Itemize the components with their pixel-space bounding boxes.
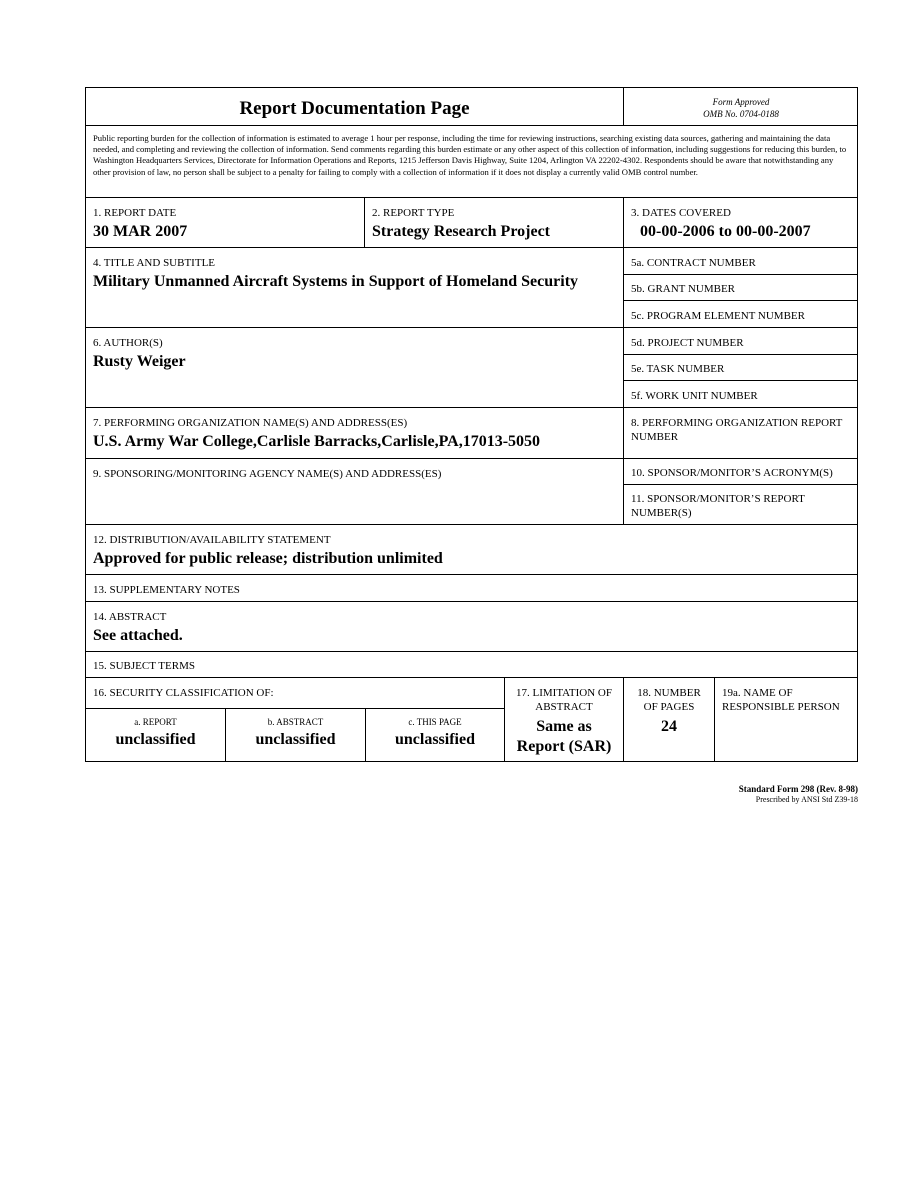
title-subtitle-label: 4. TITLE AND SUBTITLE: [93, 257, 216, 269]
report-classification-label: a. REPORT: [134, 717, 177, 727]
performing-org-value: U.S. Army War College,Carlisle Barracks,Carlisle,PA,17013-5050: [93, 433, 541, 450]
sponsor-report-number-label: 11. SPONSOR/MONITOR’S REPORT NUMBER(S): [631, 493, 805, 519]
limitation-of-abstract-cell: [504, 677, 623, 762]
abstract-classification-label: b. ABSTRACT: [267, 717, 324, 727]
abstract-label: 14. ABSTRACT: [93, 611, 167, 623]
limitation-of-abstract-value-1: Same as: [536, 718, 592, 735]
report-date-label: 1. REPORT DATE: [93, 207, 177, 219]
prescribed-by-label: Prescribed by ANSI Std Z39-18: [755, 795, 858, 804]
number-of-pages-label-2: OF PAGES: [643, 701, 695, 713]
project-number-cell: [623, 327, 858, 354]
contract-number-cell: [623, 247, 858, 274]
grant-number-label: 5b. GRANT NUMBER: [631, 283, 736, 295]
number-of-pages-value: 24: [661, 718, 677, 735]
burden-statement-cell: [86, 125, 858, 197]
sponsor-report-number-cell: [623, 484, 858, 524]
sponsor-acronym-label: 10. SPONSOR/MONITOR’S ACRONYM(S): [631, 467, 833, 479]
authors-label: 6. AUTHOR(S): [93, 337, 163, 349]
performing-org-report-cell: [623, 407, 858, 458]
burden-statement: Public reporting burden for the collection of information is estimated to average 1 hour per response, including the time for reviewing instructions, searching existing data sources, gathering and maintaining the data needed, and completing and reviewing the collection of information. Send comments regarding this burden estimate or any other aspect of this collection of information, including suggestions for reducing this burden, to Washington Headquarters Services, Directorate for Information Operations and Reports, 1215 Jefferson Davis Highway, Suite 1204, Arlington VA 22202-4302. Respondents should be aware that notwithstanding any other provision of law, no person shall be subject to a penalty for failing to comply with a collection of information if it does not display a currently valid OMB control number.: [93, 133, 847, 177]
omb-number: OMB No. 0704-0188: [703, 109, 779, 119]
subject-terms-cell: [86, 651, 858, 677]
report-classification-value: unclassified: [115, 731, 196, 748]
security-classification-cell: [86, 677, 504, 708]
distribution-label: 12. DISTRIBUTION/AVAILABILITY STATEMENT: [93, 534, 331, 546]
supplementary-notes-label: 13. SUPPLEMENTARY NOTES: [93, 584, 240, 596]
distribution-value: Approved for public release; distribution unlimited: [93, 550, 443, 567]
task-number-cell: [623, 354, 858, 380]
authors-value: Rusty Weiger: [93, 353, 186, 370]
report-type-value: Strategy Research Project: [372, 223, 550, 240]
abstract-classification-value: unclassified: [255, 731, 336, 748]
responsible-person-cell: [714, 677, 858, 762]
number-of-pages-label-1: 18. NUMBER: [637, 687, 701, 699]
title-subtitle-cell: [86, 247, 623, 327]
responsible-person-label-2: RESPONSIBLE PERSON: [722, 701, 840, 713]
limitation-of-abstract-label-2: ABSTRACT: [535, 701, 593, 713]
form-approved-label: Form Approved: [712, 97, 770, 107]
performing-org-cell: [86, 407, 623, 458]
subject-terms-label: 15. SUBJECT TERMS: [93, 660, 195, 672]
supplementary-notes-cell: [86, 574, 858, 601]
report-date-cell: [86, 197, 364, 247]
responsible-person-label-1: 19a. NAME OF: [722, 687, 793, 699]
security-classification-label: 16. SECURITY CLASSIFICATION OF:: [93, 687, 274, 699]
standard-form-label: Standard Form 298 (Rev. 8-98): [738, 784, 858, 794]
abstract-cell: [86, 601, 858, 651]
abstract-classification-cell: [225, 708, 365, 762]
report-documentation-form: [85, 87, 858, 762]
grant-number-cell: [623, 274, 858, 300]
performing-org-label: 7. PERFORMING ORGANIZATION NAME(S) AND ADDRESS(ES): [93, 417, 408, 429]
this-page-classification-label: c. THIS PAGE: [408, 717, 462, 727]
report-date-value: 30 MAR 2007: [93, 223, 188, 240]
report-type-label: 2. REPORT TYPE: [372, 207, 455, 219]
work-unit-number-cell: [623, 380, 858, 407]
dates-covered-value: 00-00-2006 to 00-00-2007: [640, 223, 811, 240]
limitation-of-abstract-label-1: 17. LIMITATION OF: [516, 687, 612, 699]
dates-covered-cell: [623, 197, 858, 247]
this-page-classification-value: unclassified: [394, 731, 475, 748]
form-title-cell: [86, 88, 623, 125]
report-type-cell: [364, 197, 623, 247]
sponsor-acronym-cell: [623, 458, 858, 484]
task-number-label: 5e. TASK NUMBER: [631, 363, 725, 375]
contract-number-label: 5a. CONTRACT NUMBER: [631, 257, 756, 269]
limitation-of-abstract-value-2: Report (SAR): [516, 738, 612, 755]
performing-org-report-label: 8. PERFORMING ORGANIZATION REPORT NUMBER: [631, 417, 843, 443]
work-unit-number-label: 5f. WORK UNIT NUMBER: [631, 390, 758, 402]
distribution-cell: [86, 524, 858, 574]
authors-cell: [86, 327, 623, 407]
program-element-number-cell: [623, 300, 858, 327]
form-title: Report Documentation Page: [239, 98, 470, 119]
sponsoring-agency-label: 9. SPONSORING/MONITORING AGENCY NAME(S) AND ADDRESS(ES): [93, 468, 442, 480]
program-element-number-label: 5c. PROGRAM ELEMENT NUMBER: [631, 310, 805, 322]
title-subtitle-value: Military Unmanned Aircraft Systems in Support of Homeland Security: [93, 273, 579, 290]
abstract-value: See attached.: [93, 627, 183, 644]
report-classification-cell: [86, 708, 225, 762]
this-page-classification-cell: [365, 708, 504, 762]
project-number-label: 5d. PROJECT NUMBER: [631, 337, 744, 349]
number-of-pages-cell: [623, 677, 714, 762]
sponsoring-agency-cell: [86, 458, 623, 524]
dates-covered-label: 3. DATES COVERED: [631, 207, 731, 219]
form-approval-cell: [623, 88, 858, 125]
